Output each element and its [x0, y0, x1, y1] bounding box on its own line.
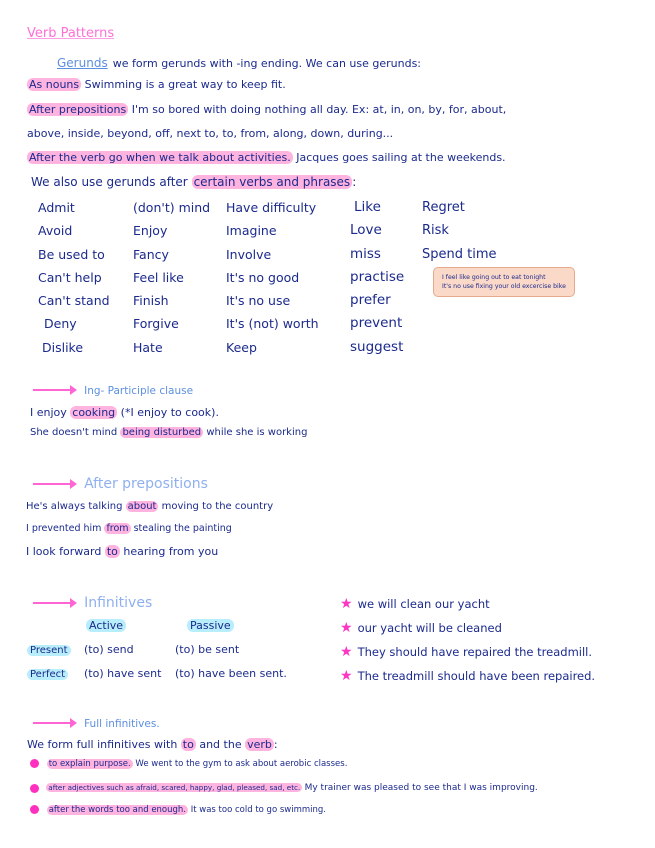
afterprep-ex2 [26, 521, 232, 536]
ex-text: hearing from you [123, 545, 219, 558]
verb-item: It's (not) worth [226, 316, 319, 332]
gerunds-intro: we form gerunds with -ing ending. We can use gerunds: [112, 57, 422, 70]
verb-item: Involve [226, 246, 272, 262]
bullet-highlight: after adjectives such as afraid, scared, happy, glad, pleased, sad, etc. [48, 783, 301, 792]
afterprep-heading: After prepositions [84, 476, 208, 492]
verb-item: Regret [422, 200, 465, 215]
star-icon: ★ [340, 644, 353, 660]
perfect-row [27, 666, 68, 682]
go-line [27, 150, 506, 165]
certain-highlight: certain verbs and phrases [193, 175, 351, 189]
bullet-text: We went to the gym to ask about aerobic classes. [135, 759, 348, 769]
verb-item: It's no good [226, 269, 300, 285]
gerunds-line [57, 52, 421, 71]
star-item [340, 640, 595, 664]
verb-item: Can't stand [38, 293, 110, 309]
intro-highlight: to [182, 738, 194, 751]
verbs-col-5 [422, 196, 497, 266]
star-icon: ★ [340, 620, 353, 636]
bullet-dot-icon [30, 805, 39, 814]
ex-highlight: to [106, 545, 118, 558]
verb-item: Feel like [133, 269, 184, 285]
passive-label: Passive [187, 619, 234, 632]
certain-pre: We also use gerunds after [31, 175, 188, 189]
intro-highlight: verb [247, 738, 272, 751]
prep-line [27, 102, 506, 117]
star-text: our yacht will be cleaned [357, 621, 502, 635]
verb-item: Avoid [38, 223, 73, 239]
verb-item: It's no use [226, 293, 291, 309]
gerunds-heading: Gerunds [57, 56, 108, 70]
infinitives-heading: Infinitives [84, 595, 153, 611]
verbs-col-3 [226, 196, 319, 359]
verb-item: Fancy [133, 246, 169, 262]
bullet-text: It was too cold to go swimming. [190, 805, 327, 815]
go-text: Jacques goes sailing at the weekends. [296, 151, 506, 164]
prep-text: I'm so bored with doing nothing all day. [131, 103, 349, 116]
arrow-icon [33, 483, 75, 485]
certain-line [31, 175, 356, 190]
ex-text: (*I enjoy to cook). [120, 406, 219, 419]
ex-text: while she is working [206, 427, 308, 438]
participle-ex1 [30, 405, 219, 420]
afterprep-ex1 [26, 499, 273, 514]
star-item [340, 664, 595, 688]
example-note [433, 267, 575, 297]
verb-item: Hate [133, 339, 163, 355]
bullet-dot-icon [30, 759, 39, 768]
verb-item: miss [350, 245, 381, 262]
present-active: (to) send [84, 643, 134, 656]
arrow-icon [33, 722, 75, 724]
nouns-line [27, 77, 286, 92]
verb-item: (don't) mind [133, 200, 211, 215]
verb-item: Risk [422, 223, 449, 239]
go-label: After the verb go when we talk about activities. [29, 151, 291, 164]
star-text: The treadmill should have been repaired. [357, 669, 596, 683]
ex-highlight: being disturbed [122, 427, 202, 438]
star-list [340, 592, 595, 688]
verb-item: prevent [350, 315, 403, 332]
certain-post: : [352, 175, 357, 189]
verb-item: Finish [133, 293, 169, 309]
fullinf-bullet-3 [30, 803, 326, 818]
fullinf-heading: Full infinitives. [84, 718, 160, 730]
ex-text: She doesn't mind [30, 427, 118, 438]
present-label: Present [27, 645, 71, 656]
bullet-dot-icon [30, 784, 39, 793]
ex-highlight: cooking [72, 406, 116, 419]
nouns-text: Swimming is a great way to keep fit. [84, 78, 286, 91]
verb-item: Deny [44, 316, 77, 332]
afterprep-heading-row [33, 473, 208, 492]
prep-examples-2: above, inside, beyond, off, next to, to, from, along, down, during... [27, 127, 394, 140]
active-label: Active [86, 619, 126, 632]
bullet-text: My trainer was pleased to see that I was improving. [304, 783, 538, 793]
intro-text: We form full infinitives with [27, 738, 178, 751]
ex-highlight: about [127, 501, 157, 512]
participle-heading: Ing- Participle clause [84, 385, 194, 397]
prep-examples: Ex: at, in, on, by, for, about, [351, 103, 507, 116]
ex-text: stealing the painting [133, 523, 232, 534]
star-item [340, 616, 595, 640]
verb-item: Dislike [42, 339, 84, 355]
ex-text: He's always talking [26, 501, 123, 512]
ex-text: moving to the country [161, 501, 274, 512]
star-text: we will clean our yacht [357, 597, 490, 611]
arrow-icon [33, 602, 75, 604]
ex-text: I prevented him [26, 523, 102, 534]
bullet-highlight: to explain purpose. [48, 759, 131, 769]
prep-label: After prepositions [29, 103, 127, 116]
star-icon: ★ [340, 596, 353, 612]
present-passive: (to) be sent [175, 643, 240, 656]
verb-item: prefer [350, 292, 391, 309]
verb-item: Spend time [422, 246, 497, 262]
intro-text: : [273, 738, 278, 751]
verb-item: Can't help [38, 269, 102, 285]
ex-highlight: from [106, 523, 129, 534]
nouns-label: As nouns [29, 78, 80, 91]
verb-item: Admit [38, 200, 75, 215]
perfect-label: Perfect [27, 669, 68, 680]
note-line: I feel like going out to eat tonight [442, 274, 546, 281]
fullinf-heading-row [33, 712, 160, 731]
verb-item: Be used to [38, 246, 105, 262]
infinitives-heading-row [33, 592, 152, 611]
star-text: They should have repaired the treadmill. [357, 645, 593, 659]
verb-item: Enjoy [133, 223, 168, 239]
page-title: Verb Patterns [27, 26, 115, 41]
participle-heading-row [33, 379, 193, 398]
active-label-wrap [86, 619, 126, 632]
intro-text: and the [199, 738, 242, 751]
afterprep-ex3 [26, 544, 218, 559]
verb-item: Like [354, 199, 381, 215]
verb-item: Forgive [133, 316, 179, 332]
verbs-col-4 [350, 196, 404, 359]
note-line: It's no use fixing your old excercise bike [442, 283, 566, 290]
verbs-col-2 [133, 196, 210, 359]
verb-item: practise [350, 268, 405, 285]
bullet-highlight: after the words too and enough. [48, 805, 187, 815]
ex-text: I look forward [26, 545, 102, 558]
fullinf-bullet-1 [30, 757, 347, 772]
passive-label-wrap [187, 619, 234, 632]
verb-item: Have difficulty [226, 200, 317, 215]
arrow-icon [33, 389, 75, 391]
star-icon: ★ [340, 668, 353, 684]
present-row [27, 642, 71, 658]
participle-ex2 [30, 425, 307, 440]
verbs-col-1 [38, 196, 110, 359]
verb-item: Keep [226, 339, 257, 355]
perfect-passive: (to) have been sent. [175, 667, 287, 680]
ex-text: I enjoy [30, 406, 67, 419]
star-item [340, 592, 595, 616]
verb-item: Imagine [226, 223, 277, 239]
fullinf-bullet-2 [30, 780, 538, 796]
verb-item: suggest [350, 338, 404, 355]
perfect-active: (to) have sent [84, 667, 162, 680]
fullinf-intro [27, 737, 278, 752]
verb-item: Love [350, 222, 382, 239]
